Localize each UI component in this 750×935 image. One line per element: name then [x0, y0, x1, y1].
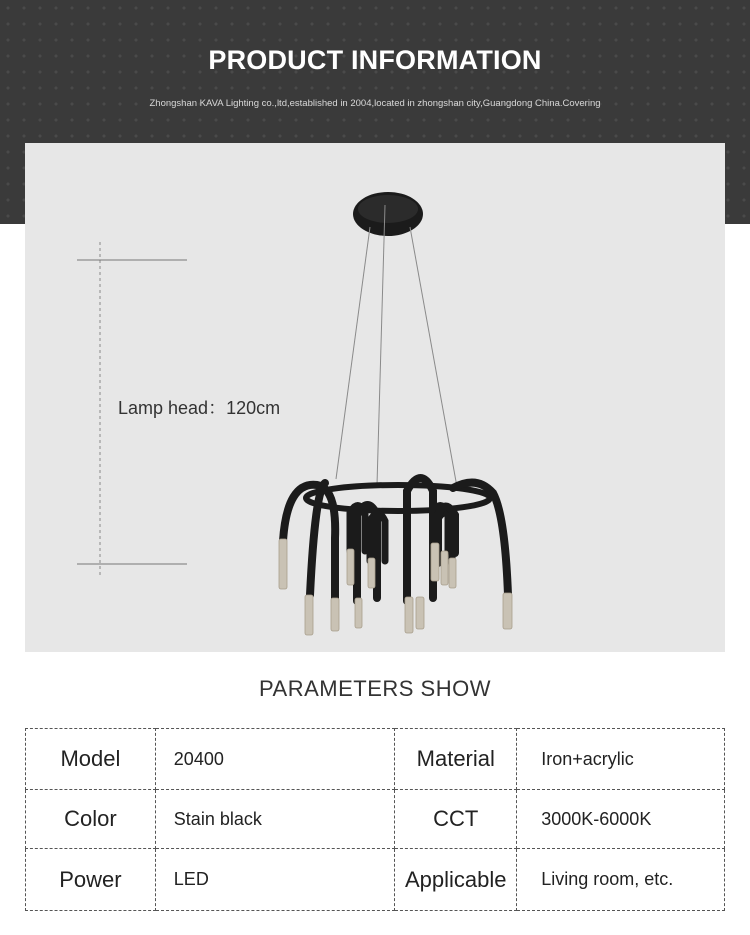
- table-row: [26, 729, 725, 790]
- parameters-title: PARAMETERS SHOW: [258, 676, 491, 701]
- crystal-tube: [449, 558, 456, 588]
- crystal-tube: [416, 597, 424, 629]
- crystal-tube: [347, 549, 354, 585]
- param-label-power: Power: [26, 849, 156, 911]
- param-label-applicable: Applicable: [395, 849, 517, 911]
- crystal-tube: [431, 543, 439, 581]
- suspension-wire: [410, 227, 457, 487]
- param-value-material: Iron+acrylic: [517, 729, 725, 790]
- product-photo: [25, 143, 725, 652]
- param-value-color: Stain black: [155, 790, 395, 849]
- param-value-power: LED: [155, 849, 395, 911]
- parameters-table: [25, 728, 725, 911]
- table-row: [26, 790, 725, 849]
- crystal-tube: [305, 595, 313, 635]
- param-value-applicable: Living room, etc.: [517, 849, 725, 911]
- lamp-head-dimension: Lamp head：120cm: [118, 398, 281, 418]
- crystal-tube: [368, 558, 375, 588]
- param-value-model: 20400: [155, 729, 395, 790]
- param-label-cct: CCT: [395, 790, 517, 849]
- page-title: PRODUCT INFORMATION: [208, 45, 542, 75]
- param-label-model: Model: [26, 729, 156, 790]
- param-label-color: Color: [26, 790, 156, 849]
- param-value-cct: 3000K-6000K: [517, 790, 725, 849]
- crystal-tube: [355, 598, 362, 628]
- param-label-material: Material: [395, 729, 517, 790]
- crystal-tube: [331, 598, 339, 631]
- crystal-tube: [405, 597, 413, 633]
- crystal-tube: [279, 539, 287, 589]
- company-intro: Zhongshan KAVA Lighting co.,ltd,established in 2004,located in zhongshan city,Guangdong China.Covering: [149, 98, 601, 109]
- table-row: [26, 849, 725, 911]
- crystal-tube: [441, 551, 448, 585]
- suspension-wire: [336, 227, 370, 479]
- suspension-wire: [377, 205, 385, 485]
- crystal-tube: [503, 593, 512, 629]
